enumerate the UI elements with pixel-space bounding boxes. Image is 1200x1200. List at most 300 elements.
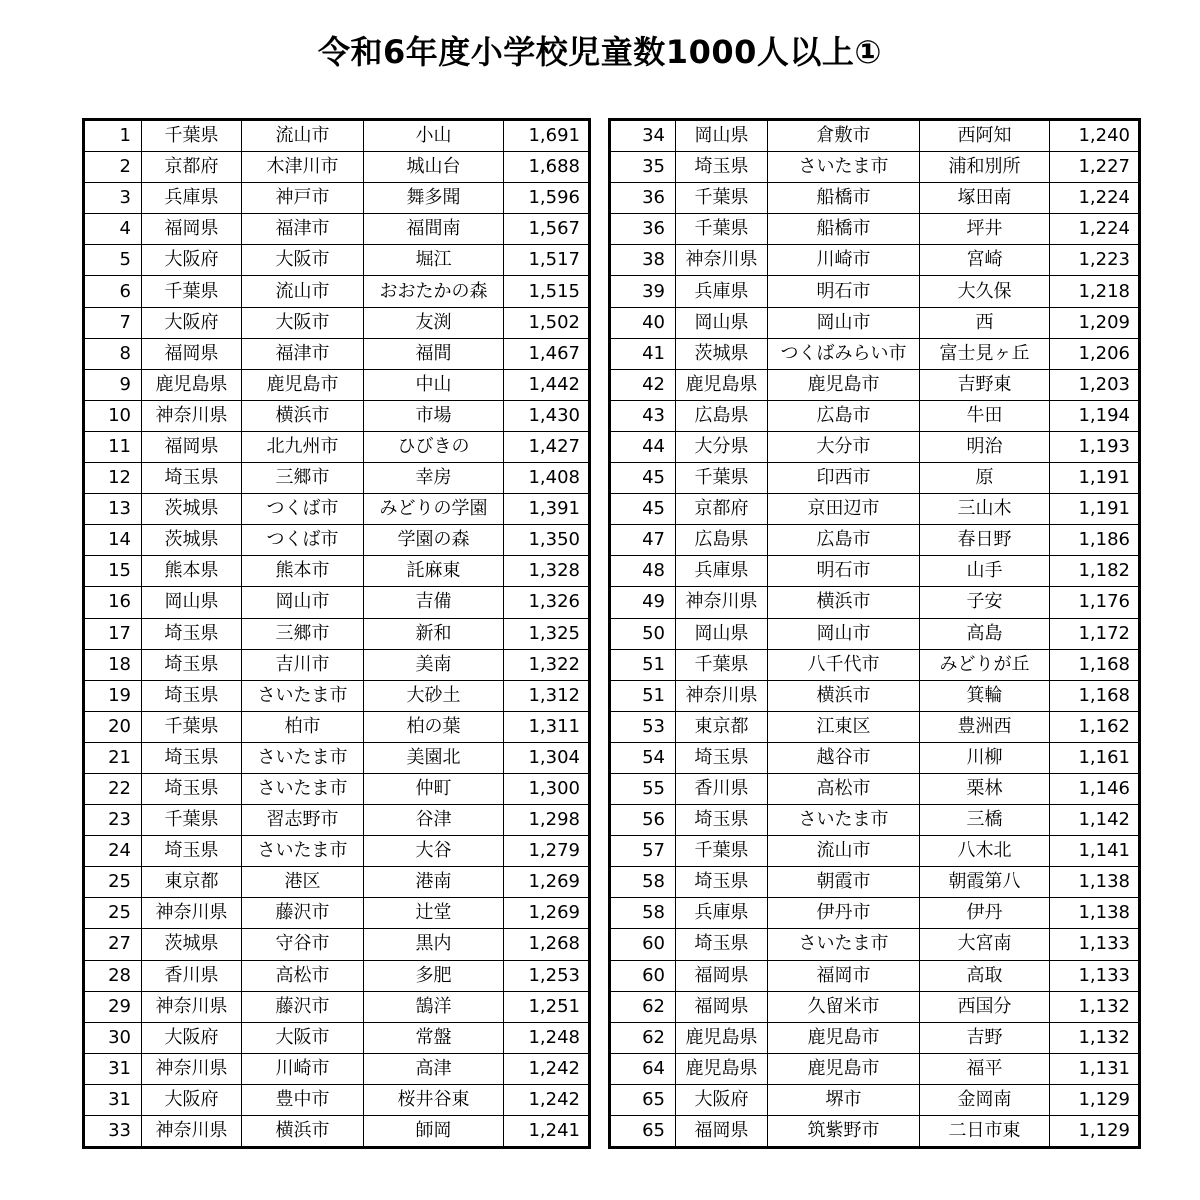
city-cell: 朝霞市 [768,867,920,898]
student-count-cell: 1,567 [504,214,590,245]
student-count-cell: 1,427 [504,431,590,462]
student-count-cell: 1,191 [1050,463,1140,494]
rank-cell: 42 [610,369,676,400]
rank-cell: 65 [610,1116,676,1148]
ranking-table-left-body [84,120,590,1148]
student-count-cell: 1,253 [504,960,590,991]
student-count-cell: 1,224 [1050,214,1140,245]
prefecture-cell: 京都府 [676,494,768,525]
school-cell: 桜井谷東 [364,1084,504,1115]
student-count-cell: 1,162 [1050,711,1140,742]
student-count-cell: 1,467 [504,338,590,369]
table-row [610,867,1140,898]
student-count-cell: 1,298 [504,805,590,836]
table-row [84,649,590,680]
prefecture-cell: 福岡県 [676,991,768,1022]
student-count-cell: 1,193 [1050,431,1140,462]
city-cell: 藤沢市 [242,991,364,1022]
city-cell: つくばみらい市 [768,338,920,369]
rank-cell: 64 [610,1053,676,1084]
city-cell: 岡山市 [768,307,920,338]
school-cell: 学園の森 [364,525,504,556]
school-cell: 朝霞第八 [920,867,1050,898]
table-row [610,836,1140,867]
table-row [84,431,590,462]
rank-cell: 29 [84,991,142,1022]
city-cell: 高松市 [242,960,364,991]
city-cell: 川崎市 [242,1053,364,1084]
rank-cell: 36 [610,214,676,245]
city-cell: 習志野市 [242,805,364,836]
school-cell: 新和 [364,618,504,649]
city-cell: さいたま市 [242,742,364,773]
school-cell: 黒内 [364,929,504,960]
student-count-cell: 1,350 [504,525,590,556]
prefecture-cell: 岡山県 [142,587,242,618]
table-row [610,618,1140,649]
prefecture-cell: 岡山県 [676,307,768,338]
city-cell: 流山市 [242,120,364,152]
table-row [610,245,1140,276]
prefecture-cell: 埼玉県 [142,463,242,494]
student-count-cell: 1,312 [504,680,590,711]
school-cell: 中山 [364,369,504,400]
table-row [84,991,590,1022]
city-cell: 岡山市 [242,587,364,618]
city-cell: 船橋市 [768,183,920,214]
student-count-cell: 1,248 [504,1022,590,1053]
prefecture-cell: 埼玉県 [676,742,768,773]
prefecture-cell: 福岡県 [676,960,768,991]
prefecture-cell: 茨城県 [676,338,768,369]
city-cell: 鹿児島市 [768,1022,920,1053]
prefecture-cell: 鹿児島県 [142,369,242,400]
school-cell: 美南 [364,649,504,680]
city-cell: 広島市 [768,400,920,431]
school-cell: 高取 [920,960,1050,991]
rank-cell: 13 [84,494,142,525]
school-cell: 谷津 [364,805,504,836]
school-cell: 福平 [920,1053,1050,1084]
prefecture-cell: 千葉県 [676,836,768,867]
student-count-cell: 1,251 [504,991,590,1022]
rank-cell: 47 [610,525,676,556]
table-row [84,152,590,183]
school-cell: 吉野東 [920,369,1050,400]
prefecture-cell: 大阪府 [142,245,242,276]
rank-cell: 21 [84,742,142,773]
rank-cell: 1 [84,120,142,152]
table-row [84,494,590,525]
school-cell: 大久保 [920,276,1050,307]
table-row [84,618,590,649]
table-row [610,556,1140,587]
student-count-cell: 1,517 [504,245,590,276]
rank-cell: 6 [84,276,142,307]
table-row [610,960,1140,991]
table-row [84,463,590,494]
prefecture-cell: 埼玉県 [676,867,768,898]
prefecture-cell: 埼玉県 [142,618,242,649]
city-cell: 神戸市 [242,183,364,214]
rank-cell: 58 [610,898,676,929]
city-cell: 福岡市 [768,960,920,991]
prefecture-cell: 千葉県 [676,649,768,680]
prefecture-cell: 鹿児島県 [676,1022,768,1053]
city-cell: 明石市 [768,556,920,587]
city-cell: 木津川市 [242,152,364,183]
prefecture-cell: 埼玉県 [142,649,242,680]
school-cell: 多肥 [364,960,504,991]
table-row [84,214,590,245]
student-count-cell: 1,391 [504,494,590,525]
prefecture-cell: 千葉県 [676,214,768,245]
school-cell: 牛田 [920,400,1050,431]
school-cell: 川柳 [920,742,1050,773]
student-count-cell: 1,131 [1050,1053,1140,1084]
rank-cell: 19 [84,680,142,711]
table-row [610,1022,1140,1053]
rank-cell: 49 [610,587,676,618]
prefecture-cell: 東京都 [142,867,242,898]
student-count-cell: 1,325 [504,618,590,649]
table-row [84,307,590,338]
rank-cell: 10 [84,400,142,431]
prefecture-cell: 兵庫県 [676,276,768,307]
school-cell: 金岡南 [920,1084,1050,1115]
school-cell: 常盤 [364,1022,504,1053]
student-count-cell: 1,269 [504,867,590,898]
rank-cell: 36 [610,183,676,214]
school-cell: みどりが丘 [920,649,1050,680]
student-count-cell: 1,240 [1050,120,1140,152]
table-row [84,1116,590,1148]
ranking-table-right-body [610,120,1140,1148]
prefecture-cell: 鹿児島県 [676,369,768,400]
ranking-table-right [608,118,1141,1149]
student-count-cell: 1,430 [504,400,590,431]
school-cell: 幸房 [364,463,504,494]
prefecture-cell: 神奈川県 [676,680,768,711]
student-count-cell: 1,242 [504,1053,590,1084]
school-cell: おおたかの森 [364,276,504,307]
rank-cell: 62 [610,1022,676,1053]
school-cell: 山手 [920,556,1050,587]
school-cell: 高津 [364,1053,504,1084]
city-cell: 堺市 [768,1084,920,1115]
student-count-cell: 1,132 [1050,1022,1140,1053]
table-row [84,120,590,152]
table-row [610,1116,1140,1148]
city-cell: さいたま市 [768,805,920,836]
school-cell: 三橋 [920,805,1050,836]
prefecture-cell: 埼玉県 [142,773,242,804]
table-row [84,400,590,431]
table-row [84,556,590,587]
city-cell: 三郷市 [242,618,364,649]
school-cell: 師岡 [364,1116,504,1148]
table-row [84,805,590,836]
rank-cell: 51 [610,680,676,711]
student-count-cell: 1,269 [504,898,590,929]
student-count-cell: 1,304 [504,742,590,773]
school-cell: 鵠洋 [364,991,504,1022]
rank-cell: 22 [84,773,142,804]
school-cell: 市場 [364,400,504,431]
prefecture-cell: 埼玉県 [142,836,242,867]
prefecture-cell: 福岡県 [142,338,242,369]
rank-cell: 25 [84,867,142,898]
city-cell: さいたま市 [242,680,364,711]
rank-cell: 56 [610,805,676,836]
table-row [84,245,590,276]
prefecture-cell: 兵庫県 [676,556,768,587]
rank-cell: 25 [84,898,142,929]
school-cell: 小山 [364,120,504,152]
prefecture-cell: 京都府 [142,152,242,183]
prefecture-cell: 香川県 [676,773,768,804]
table-row [610,929,1140,960]
city-cell: 川崎市 [768,245,920,276]
rank-cell: 43 [610,400,676,431]
rank-cell: 41 [610,338,676,369]
rank-cell: 60 [610,929,676,960]
school-cell: 塚田南 [920,183,1050,214]
city-cell: 岡山市 [768,618,920,649]
school-cell: 三山木 [920,494,1050,525]
prefecture-cell: 千葉県 [142,276,242,307]
table-row [610,898,1140,929]
prefecture-cell: 香川県 [142,960,242,991]
prefecture-cell: 茨城県 [142,929,242,960]
student-count-cell: 1,218 [1050,276,1140,307]
city-cell: 伊丹市 [768,898,920,929]
city-cell: 久留米市 [768,991,920,1022]
prefecture-cell: 埼玉県 [676,152,768,183]
prefecture-cell: 埼玉県 [676,929,768,960]
student-count-cell: 1,129 [1050,1116,1140,1148]
table-row [610,338,1140,369]
table-row [84,711,590,742]
table-row [610,711,1140,742]
rank-cell: 8 [84,338,142,369]
rank-cell: 34 [610,120,676,152]
student-count-cell: 1,300 [504,773,590,804]
table-row [84,338,590,369]
city-cell: 横浜市 [242,400,364,431]
rank-cell: 20 [84,711,142,742]
school-cell: 吉野 [920,1022,1050,1053]
rank-cell: 48 [610,556,676,587]
student-count-cell: 1,168 [1050,649,1140,680]
prefecture-cell: 埼玉県 [142,680,242,711]
student-count-cell: 1,176 [1050,587,1140,618]
table-row [610,400,1140,431]
city-cell: 大分市 [768,431,920,462]
table-row [84,276,590,307]
table-row [610,369,1140,400]
rank-cell: 11 [84,431,142,462]
rank-cell: 33 [84,1116,142,1148]
school-cell: ひびきの [364,431,504,462]
table-row [610,773,1140,804]
table-row [84,898,590,929]
city-cell: 鹿児島市 [768,369,920,400]
city-cell: 八千代市 [768,649,920,680]
prefecture-cell: 広島県 [676,400,768,431]
rank-cell: 5 [84,245,142,276]
school-cell: 豊洲西 [920,711,1050,742]
table-row [610,183,1140,214]
school-cell: 堀江 [364,245,504,276]
student-count-cell: 1,206 [1050,338,1140,369]
student-count-cell: 1,141 [1050,836,1140,867]
rank-cell: 31 [84,1084,142,1115]
student-count-cell: 1,223 [1050,245,1140,276]
prefecture-cell: 千葉県 [676,463,768,494]
prefecture-cell: 埼玉県 [142,742,242,773]
rank-cell: 2 [84,152,142,183]
city-cell: 福津市 [242,338,364,369]
city-cell: 大阪市 [242,307,364,338]
city-cell: 越谷市 [768,742,920,773]
student-count-cell: 1,688 [504,152,590,183]
table-row [84,773,590,804]
table-row [84,742,590,773]
prefecture-cell: 福岡県 [142,214,242,245]
rank-cell: 4 [84,214,142,245]
city-cell: 京田辺市 [768,494,920,525]
school-cell: 高島 [920,618,1050,649]
student-count-cell: 1,172 [1050,618,1140,649]
table-row [610,991,1140,1022]
rank-cell: 14 [84,525,142,556]
city-cell: 豊中市 [242,1084,364,1115]
student-count-cell: 1,442 [504,369,590,400]
student-count-cell: 1,133 [1050,929,1140,960]
prefecture-cell: 神奈川県 [676,245,768,276]
prefecture-cell: 大阪府 [676,1084,768,1115]
student-count-cell: 1,268 [504,929,590,960]
rank-cell: 3 [84,183,142,214]
rank-cell: 15 [84,556,142,587]
student-count-cell: 1,138 [1050,898,1140,929]
rank-cell: 7 [84,307,142,338]
city-cell: 江東区 [768,711,920,742]
school-cell: 友渕 [364,307,504,338]
school-cell: 託麻東 [364,556,504,587]
school-cell: 春日野 [920,525,1050,556]
city-cell: 大阪市 [242,1022,364,1053]
rank-cell: 54 [610,742,676,773]
city-cell: 横浜市 [768,587,920,618]
prefecture-cell: 鹿児島県 [676,1053,768,1084]
prefecture-cell: 熊本県 [142,556,242,587]
school-cell: 大宮南 [920,929,1050,960]
prefecture-cell: 岡山県 [676,120,768,152]
school-cell: 港南 [364,867,504,898]
city-cell: 柏市 [242,711,364,742]
city-cell: 船橋市 [768,214,920,245]
school-cell: 宮崎 [920,245,1050,276]
table-row [610,276,1140,307]
school-cell: 城山台 [364,152,504,183]
city-cell: 筑紫野市 [768,1116,920,1148]
table-row [610,152,1140,183]
prefecture-cell: 大分県 [676,431,768,462]
table-row [610,1053,1140,1084]
city-cell: つくば市 [242,525,364,556]
school-cell: 辻堂 [364,898,504,929]
student-count-cell: 1,322 [504,649,590,680]
student-count-cell: 1,227 [1050,152,1140,183]
school-cell: 二日市東 [920,1116,1050,1148]
school-cell: 西阿知 [920,120,1050,152]
city-cell: 高松市 [768,773,920,804]
rank-cell: 55 [610,773,676,804]
student-count-cell: 1,203 [1050,369,1140,400]
table-row [610,680,1140,711]
student-count-cell: 1,241 [504,1116,590,1148]
student-count-cell: 1,209 [1050,307,1140,338]
rank-cell: 17 [84,618,142,649]
rank-cell: 9 [84,369,142,400]
prefecture-cell: 千葉県 [142,805,242,836]
school-cell: 福間南 [364,214,504,245]
prefecture-cell: 福岡県 [142,431,242,462]
city-cell: 倉敷市 [768,120,920,152]
table-row [610,587,1140,618]
rank-cell: 51 [610,649,676,680]
rank-cell: 30 [84,1022,142,1053]
school-cell: 西国分 [920,991,1050,1022]
prefecture-cell: 岡山県 [676,618,768,649]
prefecture-cell: 神奈川県 [142,1053,242,1084]
student-count-cell: 1,161 [1050,742,1140,773]
table-row [84,960,590,991]
city-cell: 北九州市 [242,431,364,462]
table-row [84,680,590,711]
school-cell: 箕輪 [920,680,1050,711]
table-row [84,1084,590,1115]
table-row [84,525,590,556]
rank-cell: 53 [610,711,676,742]
rank-cell: 23 [84,805,142,836]
student-count-cell: 1,194 [1050,400,1140,431]
student-count-cell: 1,596 [504,183,590,214]
rank-cell: 60 [610,960,676,991]
student-count-cell: 1,133 [1050,960,1140,991]
city-cell: 鹿児島市 [242,369,364,400]
rank-cell: 24 [84,836,142,867]
city-cell: 藤沢市 [242,898,364,929]
school-cell: 浦和別所 [920,152,1050,183]
table-row [84,183,590,214]
table-row [610,1084,1140,1115]
school-cell: 吉備 [364,587,504,618]
city-cell: 熊本市 [242,556,364,587]
school-cell: 大砂土 [364,680,504,711]
rank-cell: 31 [84,1053,142,1084]
table-row [610,525,1140,556]
student-count-cell: 1,242 [504,1084,590,1115]
student-count-cell: 1,168 [1050,680,1140,711]
prefecture-cell: 神奈川県 [142,991,242,1022]
prefecture-cell: 兵庫県 [676,898,768,929]
city-cell: 鹿児島市 [768,1053,920,1084]
table-row [84,369,590,400]
prefecture-cell: 神奈川県 [142,1116,242,1148]
